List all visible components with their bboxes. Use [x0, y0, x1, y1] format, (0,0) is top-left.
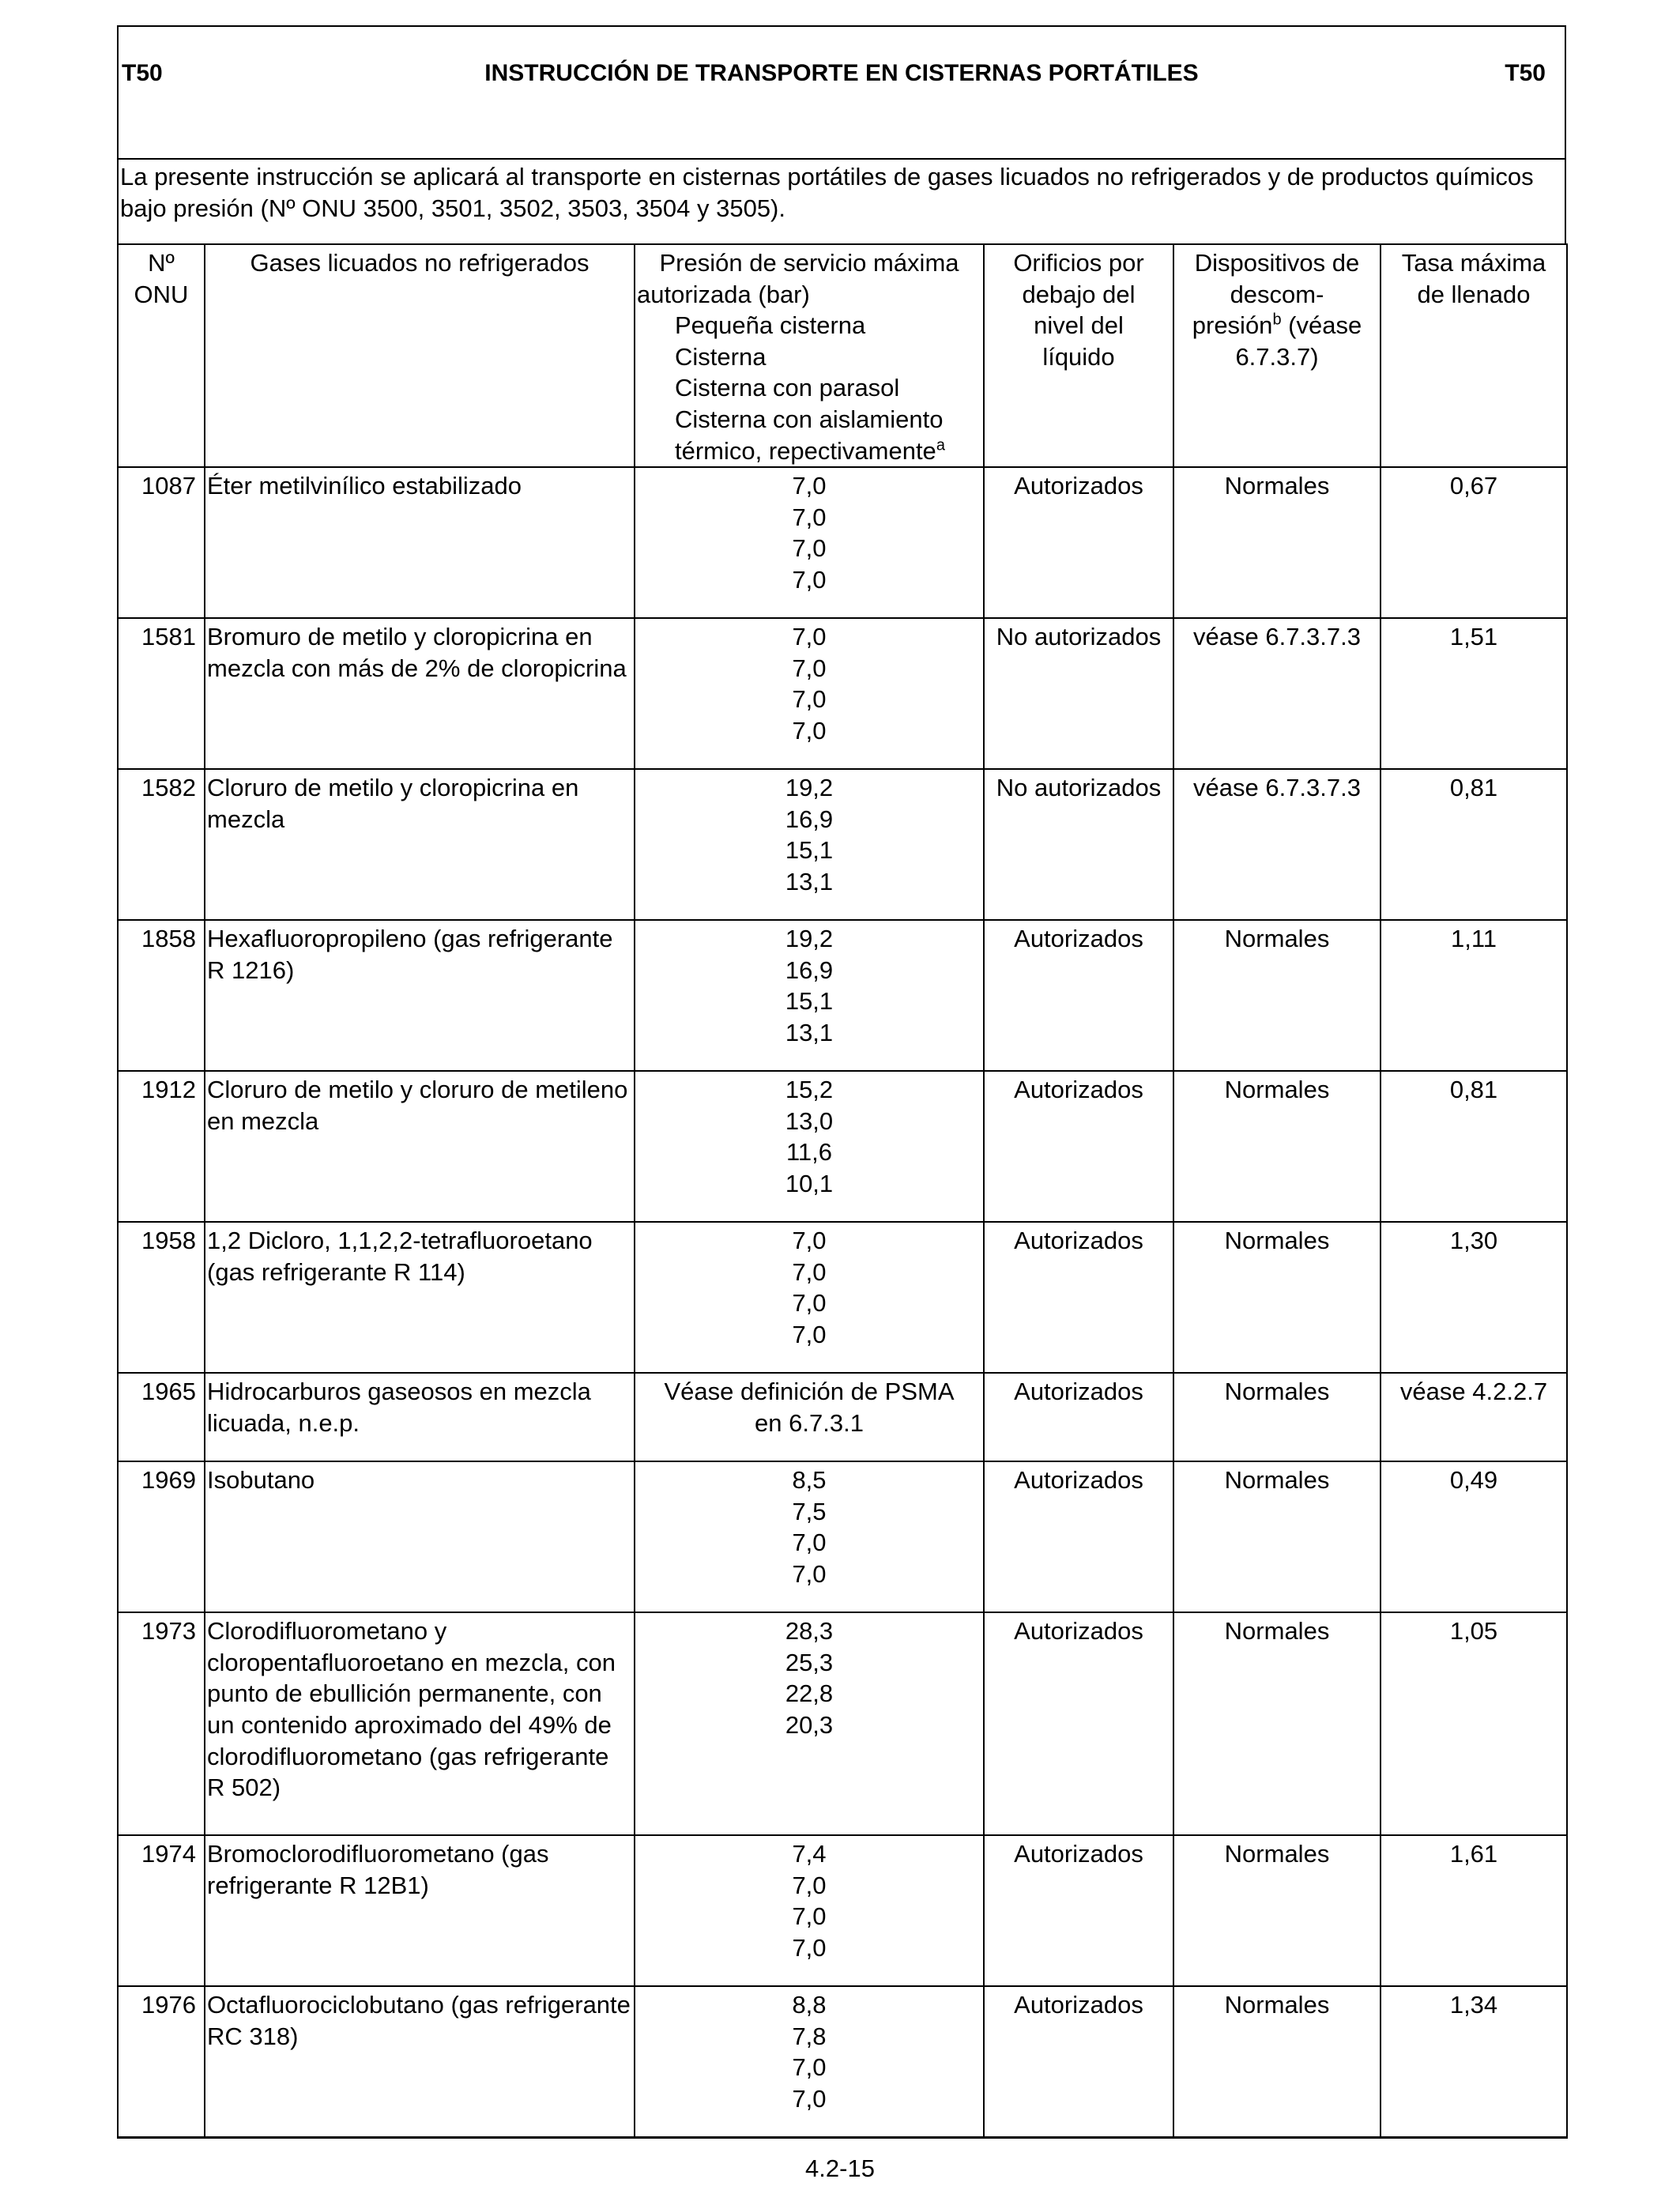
pressure-value: 7,0 [792, 1871, 827, 1899]
pressure-values [635, 1222, 984, 1373]
gas-name: Bromoclorodifluorometano (gas refrigerante R 12B1) [205, 1835, 635, 1986]
devices-value: Normales [1173, 467, 1381, 618]
pressure-value: 7,0 [792, 534, 827, 563]
pressure-value: 7,0 [792, 503, 827, 531]
pressure-value: 7,0 [792, 685, 827, 714]
fill-rate-value: 0,67 [1381, 467, 1567, 618]
onu-number: 1973 [118, 1612, 205, 1835]
table-row [118, 467, 1567, 618]
fill-rate-value: 1,05 [1381, 1612, 1567, 1835]
orifices-value: Autorizados [984, 920, 1173, 1071]
instruction-code-right: T50 [1505, 60, 1546, 86]
orifices-value: Autorizados [984, 1612, 1173, 1835]
table-row [118, 1373, 1567, 1461]
gas-name: Éter metilvinílico estabilizado [205, 467, 635, 618]
pressure-value: 7,0 [792, 716, 827, 745]
pressure-value: 7,0 [792, 1933, 827, 1962]
pressure-value: 7,0 [792, 654, 827, 682]
table-row [118, 920, 1567, 1071]
table-row [118, 769, 1567, 920]
fill-rate-value: 1,61 [1381, 1835, 1567, 1986]
table-row [118, 1222, 1567, 1373]
pressure-value: 7,0 [792, 1559, 827, 1588]
pressure-value: 7,8 [792, 2022, 827, 2050]
instruction-title: INSTRUCCIÓN DE TRANSPORTE EN CISTERNAS PORTÁTILES [484, 60, 1199, 86]
fill-rate-value: véase 4.2.2.7 [1381, 1373, 1567, 1461]
pressure-value: 7,0 [792, 1227, 827, 1255]
instruction-header [117, 25, 1566, 158]
pressure-value: 8,8 [792, 1991, 827, 2019]
pressure-value: 20,3 [785, 1710, 834, 1739]
onu-number: 1974 [118, 1835, 205, 1986]
gas-name: Bromuro de metilo y cloropicrina en mezcla con más de 2% de cloropicrina [205, 618, 635, 769]
onu-number: 1976 [118, 1986, 205, 2137]
pressure-value: 7,0 [792, 623, 827, 651]
table-row [118, 1835, 1567, 1986]
pressure-value: 19,2 [785, 774, 834, 802]
fill-rate-value: 1,51 [1381, 618, 1567, 769]
onu-number: 1858 [118, 920, 205, 1071]
pressure-value: 28,3 [785, 1617, 834, 1646]
page-number: 4.2-15 [805, 2154, 875, 2182]
pressure-values [635, 1071, 984, 1222]
devices-value: véase 6.7.3.7.3 [1173, 618, 1381, 769]
gas-name: Hexafluoropropileno (gas refrigerante R 1216) [205, 920, 635, 1071]
table-row [118, 1612, 1567, 1835]
pressure-value: 16,9 [785, 805, 834, 833]
devices-value: Normales [1173, 1835, 1381, 1986]
pressure-value: 13,1 [785, 1018, 834, 1046]
fill-rate-value: 1,11 [1381, 920, 1567, 1071]
table-row [118, 1986, 1567, 2137]
pressure-values [635, 1835, 984, 1986]
pressure-value: 7,0 [792, 1902, 827, 1931]
pressure-values [635, 769, 984, 920]
pressure-values [635, 1461, 984, 1612]
pressure-values [635, 1373, 984, 1461]
onu-number: 1912 [118, 1071, 205, 1222]
devices-value: Normales [1173, 1986, 1381, 2137]
col-header-pressure: Presión de servicio máxima autorizada (bar) Pequeña cisterna Cisterna Cisterna con parasol Cisterna con aislamiento térmico, repectivamente$^a$ [635, 244, 984, 467]
gas-name: Hidrocarburos gaseosos en mezcla licuada, n.e.p. [205, 1373, 635, 1461]
devices-value: Normales [1173, 920, 1381, 1071]
gas-name: Isobutano [205, 1461, 635, 1612]
pressure-value: 7,0 [792, 565, 827, 594]
gas-name: Octafluorociclobutano (gas refrigerante RC 318) [205, 1986, 635, 2137]
pressure-value: 13,0 [785, 1106, 834, 1135]
table-row [118, 618, 1567, 769]
col-header-gases: Gases licuados no refrigerados [205, 244, 635, 467]
orifices-value: Autorizados [984, 1461, 1173, 1612]
devices-value: Normales [1173, 1071, 1381, 1222]
devices-value: Normales [1173, 1373, 1381, 1461]
fill-rate-value: 0,81 [1381, 769, 1567, 920]
pressure-value: 16,9 [785, 956, 834, 984]
pressure-value: 19,2 [785, 925, 834, 953]
orifices-value: Autorizados [984, 1071, 1173, 1222]
onu-number: 1087 [118, 467, 205, 618]
pressure-value: 7,0 [792, 2084, 827, 2113]
col-header-onu: Nº ONU [118, 244, 205, 467]
pressure-value: Véase definición de PSMA [664, 1378, 955, 1406]
pressure-value: 7,5 [792, 1497, 827, 1525]
gas-name: 1,2 Dicloro, 1,1,2,2-tetrafluoroetano (gas refrigerante R 114) [205, 1222, 635, 1373]
table-row [118, 1461, 1567, 1612]
table-header-row [118, 244, 1567, 467]
devices-value: Normales [1173, 1461, 1381, 1612]
pressure-values [635, 1986, 984, 2137]
pressure-values [635, 1612, 984, 1835]
pressure-value: 15,2 [785, 1076, 834, 1104]
pressure-value: 8,5 [792, 1466, 827, 1495]
col-header-orifices: Orificios por debajo del nivel del líquido [984, 244, 1173, 467]
pressure-value: 25,3 [785, 1648, 834, 1676]
orifices-value: No autorizados [984, 618, 1173, 769]
document-frame [117, 25, 1566, 2139]
gas-name: Cloruro de metilo y cloruro de metileno en mezcla [205, 1071, 635, 1222]
pressure-value: 13,1 [785, 867, 834, 895]
orifices-value: Autorizados [984, 467, 1173, 618]
onu-number: 1581 [118, 618, 205, 769]
pressure-value: 15,1 [785, 987, 834, 1016]
gas-table [117, 243, 1568, 2139]
pressure-value: 7,0 [792, 1289, 827, 1318]
pressure-value: 7,4 [792, 1840, 827, 1868]
col-header-fill: Tasa máxima de llenado [1381, 244, 1567, 467]
onu-number: 1582 [118, 769, 205, 920]
onu-number: 1965 [118, 1373, 205, 1461]
intro-paragraph: La presente instrucción se aplicará al transporte en cisternas portátiles de gases licuados no refrigerados y de productos químicos bajo presión (Nº ONU 3500, 3501, 3502, 3503, 3504 y 3505). [117, 158, 1566, 243]
gas-name: Cloruro de metilo y cloropicrina en mezcla [205, 769, 635, 920]
pressure-values [635, 920, 984, 1071]
orifices-value: Autorizados [984, 1835, 1173, 1986]
pressure-value: 7,0 [792, 1320, 827, 1348]
pressure-values [635, 467, 984, 618]
pressure-value: en 6.7.3.1 [755, 1408, 864, 1437]
pressure-value: 11,6 [785, 1138, 833, 1167]
fill-rate-value: 0,81 [1381, 1071, 1567, 1222]
instruction-code-left: T50 [122, 60, 163, 86]
devices-value: véase 6.7.3.7.3 [1173, 769, 1381, 920]
pressure-values [635, 618, 984, 769]
pressure-value: 7,0 [792, 472, 827, 500]
pressure-value: 15,1 [785, 836, 834, 865]
table-row [118, 1071, 1567, 1222]
onu-number: 1969 [118, 1461, 205, 1612]
pressure-value: 7,0 [792, 1529, 827, 1557]
orifices-value: Autorizados [984, 1986, 1173, 2137]
fill-rate-value: 1,30 [1381, 1222, 1567, 1373]
onu-number: 1958 [118, 1222, 205, 1373]
pressure-value: 7,0 [792, 1257, 827, 1286]
devices-value: Normales [1173, 1222, 1381, 1373]
fill-rate-value: 0,49 [1381, 1461, 1567, 1612]
orifices-value: Autorizados [984, 1222, 1173, 1373]
table-body [118, 467, 1567, 2137]
col-header-devices: Dispositivos de descom- presión$^b$ (véase 6.7.3.7) [1173, 244, 1381, 467]
devices-value: Normales [1173, 1612, 1381, 1835]
orifices-value: No autorizados [984, 769, 1173, 920]
pressure-value: 7,0 [792, 2053, 827, 2082]
pressure-value: 22,8 [785, 1679, 834, 1708]
pressure-value: 10,1 [785, 1169, 834, 1197]
gas-name: Clorodifluorometano y cloropentafluoroetano en mezcla, con punto de ebullición permanente, con un contenido aproximado del 49% de clorodifluorometano (gas refrigerante R 502) [205, 1612, 635, 1835]
orifices-value: Autorizados [984, 1373, 1173, 1461]
fill-rate-value: 1,34 [1381, 1986, 1567, 2137]
